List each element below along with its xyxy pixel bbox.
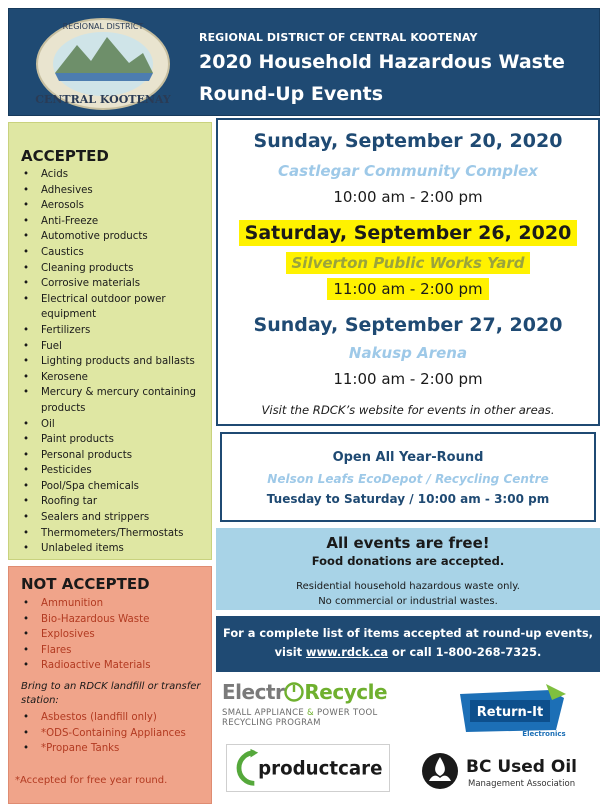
header-banner <box>8 8 600 116</box>
visit-text: visit <box>274 645 303 659</box>
list-item: • Electrical outdoor power equipment <box>21 292 211 323</box>
electrorecycle-amp: & <box>307 708 314 718</box>
rdck-logo <box>33 15 173 113</box>
event-date-highlighted <box>218 222 598 244</box>
list-item: • Personal products <box>21 448 211 464</box>
svg-text:REGIONAL DISTRICT: REGIONAL DISTRICT <box>62 22 144 31</box>
list-item: • Explosives <box>21 627 211 643</box>
complete-list-line1: For a complete list of items accepted at round-up events, <box>223 626 593 640</box>
svg-text:productcare: productcare <box>258 758 383 780</box>
svg-text:Electronics: Electronics <box>522 730 566 738</box>
landfill-list <box>21 710 211 757</box>
list-item: • Thermometers/Thermostats <box>21 526 211 542</box>
accepted-list <box>21 167 211 557</box>
accepted-heading: ACCEPTED <box>21 147 109 165</box>
page-title-line2: Round-Up Events <box>199 83 384 105</box>
electrorecycle-sub1-b: POWER TOOL <box>316 708 378 718</box>
list-item: • Asbestos (landfill only) <box>21 710 211 726</box>
list-item: • Oil <box>21 417 211 433</box>
year-round-panel <box>220 432 596 522</box>
year-round-location: Nelson Leafs EcoDepot / Recycling Centre <box>267 472 549 486</box>
list-item: • Anti-Freeze <box>21 214 211 230</box>
free-subtitle: Food donations are accepted. <box>311 554 505 568</box>
event-date-text: Saturday, September 26, 2020 <box>239 220 578 246</box>
electrorecycle-sub2: RECYCLING PROGRAM <box>222 718 321 728</box>
list-item: • Unlabeled items <box>21 541 211 557</box>
returnit-logo <box>452 680 572 738</box>
event-time: 10:00 am - 2:00 pm <box>333 188 483 206</box>
complete-list-line2 <box>216 645 600 659</box>
footnote: *Accepted for free year round. <box>15 775 168 786</box>
svg-text:BC Used Oil: BC Used Oil <box>466 757 577 777</box>
landfill-note: Bring to an RDCK landfill or transfer station: <box>21 680 201 706</box>
power-icon <box>284 682 304 702</box>
list-item: • Cleaning products <box>21 261 211 277</box>
accepted-panel <box>8 122 212 560</box>
events-note: Visit the RDCK’s website for events in other areas. <box>261 403 555 417</box>
event-time: 11:00 am - 2:00 pm <box>333 370 483 388</box>
list-item: • Flares <box>21 643 211 659</box>
bc-used-oil-logo <box>420 748 600 794</box>
electrorecycle-sub1-a: SMALL APPLIANCE <box>222 708 305 718</box>
not-accepted-heading: NOT ACCEPTED <box>21 575 150 593</box>
list-item: • Fertilizers <box>21 323 211 339</box>
complete-list-panel <box>216 616 600 672</box>
list-item: • Pool/Spa chemicals <box>21 479 211 495</box>
event-time-text: 11:00 am - 2:00 pm <box>327 278 488 300</box>
list-item: • Automotive products <box>21 229 211 245</box>
list-item: • Ammunition <box>21 596 211 612</box>
list-item: • Pesticides <box>21 463 211 479</box>
free-events-panel <box>216 528 600 610</box>
list-item: • Corrosive materials <box>21 276 211 292</box>
svg-text:Return-It: Return-It <box>476 705 544 720</box>
list-item: • Roofing tar <box>21 494 211 510</box>
list-item: • Caustics <box>21 245 211 261</box>
free-line1: Residential household hazardous waste only. <box>296 581 520 592</box>
event-date: Sunday, September 20, 2020 <box>253 130 563 152</box>
org-name: REGIONAL DISTRICT OF CENTRAL KOOTENAY <box>199 31 478 44</box>
list-item: • Adhesives <box>21 183 211 199</box>
free-line2: No commercial or industrial wastes. <box>318 596 498 607</box>
productcare-logo <box>226 744 390 792</box>
electrorecycle-wordmark <box>222 680 432 704</box>
events-panel <box>216 118 600 426</box>
event-location-text: Silverton Public Works Yard <box>286 252 531 274</box>
free-title: All events are free! <box>326 534 490 552</box>
page-title-line1: 2020 Household Hazardous Waste <box>199 51 565 73</box>
not-accepted-panel <box>8 566 212 804</box>
list-item: • Radioactive Materials <box>21 658 211 674</box>
not-accepted-list <box>21 596 211 674</box>
electrorecycle-word-a: Electr <box>222 680 285 704</box>
list-item: • Sealers and strippers <box>21 510 211 526</box>
event-location: Nakusp Arena <box>348 344 468 362</box>
electrorecycle-word-b: Recycle <box>304 680 388 704</box>
list-item: • Acids <box>21 167 211 183</box>
event-location: Castlegar Community Complex <box>278 162 538 180</box>
list-item: • Mercury & mercury containing products <box>21 385 211 416</box>
list-item: • Lighting products and ballasts <box>21 354 211 370</box>
event-location-highlighted <box>218 254 598 272</box>
list-item: • *Propane Tanks <box>21 741 211 757</box>
list-item: • Kerosene <box>21 370 211 386</box>
list-item: • Fuel <box>21 339 211 355</box>
phone-text: or call 1-800-268-7325. <box>392 645 542 659</box>
electrorecycle-sub1 <box>222 708 432 718</box>
event-date: Sunday, September 27, 2020 <box>253 314 563 336</box>
year-round-hours: Tuesday to Saturday / 10:00 am - 3:00 pm <box>266 492 550 506</box>
list-item: • Bio-Hazardous Waste <box>21 612 211 628</box>
svg-text:CENTRAL KOOTENAY: CENTRAL KOOTENAY <box>35 93 171 106</box>
event-time-highlighted <box>218 280 598 298</box>
svg-text:Management Association: Management Association <box>468 779 576 789</box>
year-round-title: Open All Year-Round <box>332 450 484 465</box>
list-item: • Aerosols <box>21 198 211 214</box>
list-item: • *ODS-Containing Appliances <box>21 726 211 742</box>
website-link[interactable]: www.rdck.ca <box>306 645 389 659</box>
electrorecycle-logo <box>222 680 432 738</box>
list-item: • Paint products <box>21 432 211 448</box>
